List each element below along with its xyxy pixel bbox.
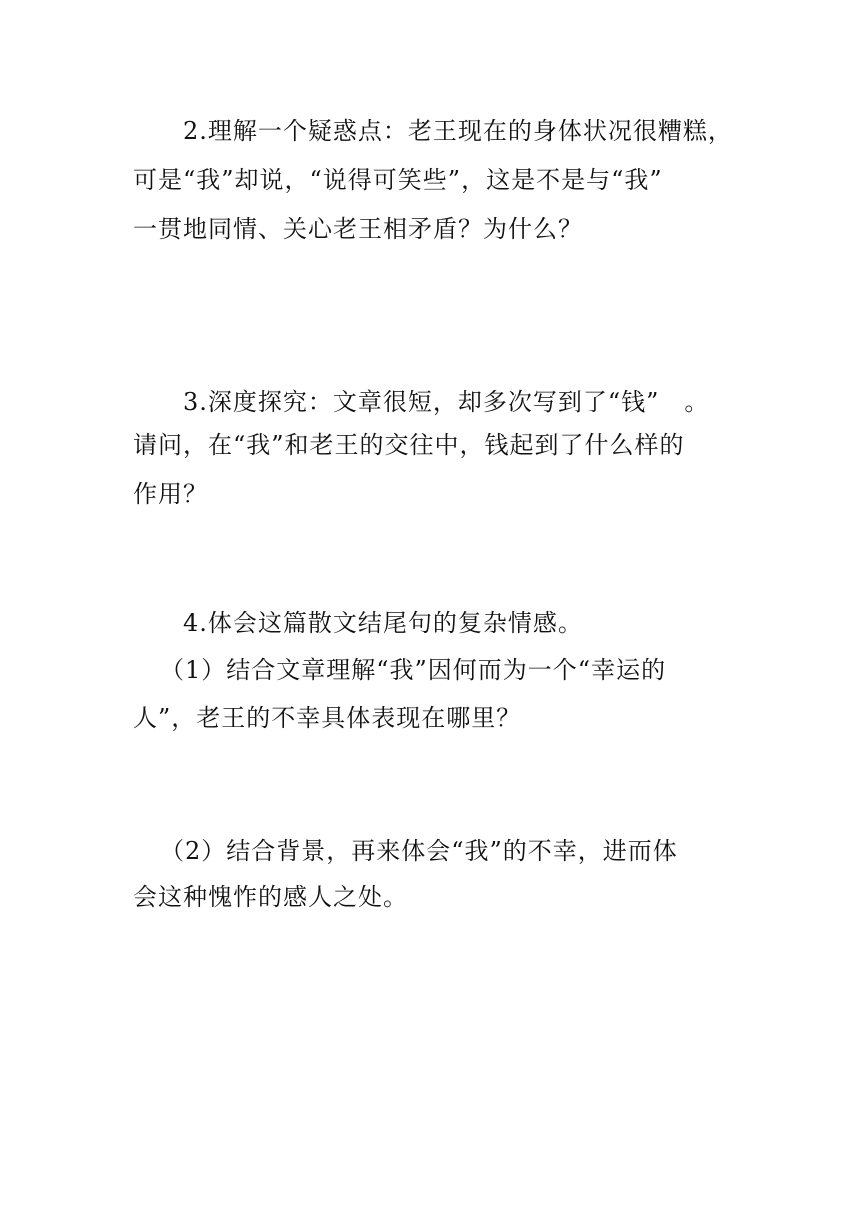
question-2-line-1: 2.理解一个疑惑点：老王现在的身体状况很糟糕， bbox=[183, 117, 733, 145]
question-3-line-3: 作用？ bbox=[133, 480, 208, 508]
question-2-line-3: 一贯地同情、关心老王相矛盾？为什么？ bbox=[133, 215, 583, 243]
question-4-sub-1-line-2: 人”，老王的不幸具体表现在哪里？ bbox=[133, 704, 522, 732]
question-4-line-1: 4.体会这篇散文结尾句的复杂情感。 bbox=[183, 609, 583, 637]
question-3-line-2: 请问，在“我”和老王的交往中，钱起到了什么样的 bbox=[133, 431, 685, 459]
question-2-line-2: 可是“我”却说，“说得可笑些”，这是不是与“我” bbox=[133, 166, 663, 194]
question-3-line-1: 3.深度探究：文章很短，却多次写到了“钱” 。 bbox=[183, 388, 710, 416]
question-4-sub-2-line-2: 会这种愧怍的感人之处。 bbox=[133, 883, 408, 911]
question-4-sub-2-line-1: （2）结合背景，再来体会“我”的不幸，进而体 bbox=[160, 837, 678, 865]
question-4-sub-1-line-1: （1）结合文章理解“我”因何而为一个“幸运的 bbox=[160, 656, 667, 684]
